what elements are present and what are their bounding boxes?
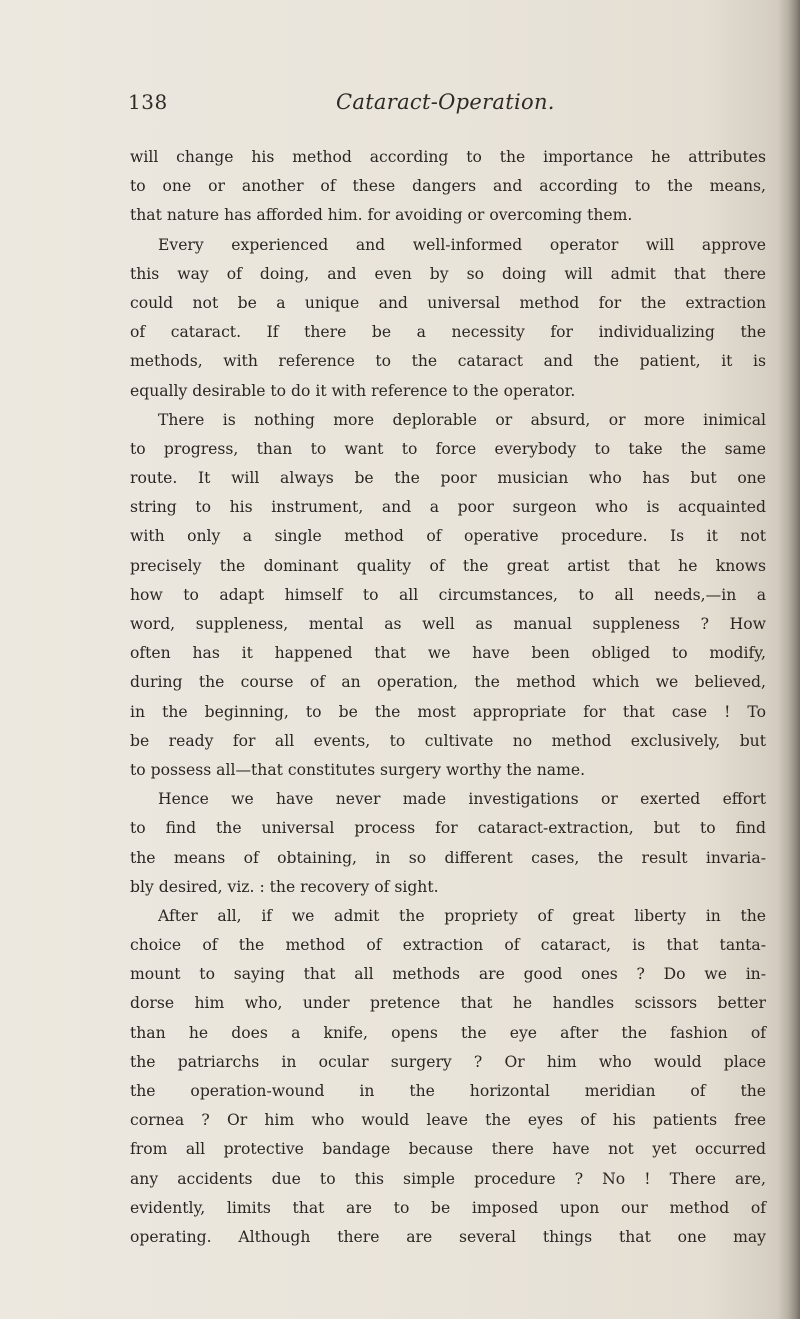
text-line: of cataract. If there be a necessity for individualizing the (130, 323, 766, 342)
text-line: to find the universal process for cataract-extraction, but to find (130, 819, 766, 838)
text-line: Every experienced and well-informed operator will approve (158, 235, 766, 254)
text-line: the patriarchs in ocular surgery ? Or him who would place (130, 1052, 766, 1071)
text-line: to one or another of these dangers and according to the means, (130, 177, 766, 196)
text-line: during the course of an operation, the method which we believed, (130, 673, 766, 692)
text-line: After all, if we admit the propriety of great liberty in the (158, 906, 766, 925)
text-line: often has it happened that we have been obliged to modify, (130, 644, 766, 663)
text-line: route. It will always be the poor musician who has but one (130, 469, 766, 488)
text-line: could not be a unique and universal method for the extraction (130, 293, 766, 312)
page-number: 138 (128, 90, 168, 114)
text-line: string to his instrument, and a poor surgeon who is acquainted (130, 498, 766, 517)
text-line: equally desirable to do it with reference to the operator. (130, 381, 576, 400)
text-line: cornea ? Or him who would leave the eyes of his patients free (130, 1111, 766, 1130)
text-line: be ready for all events, to cultivate no method exclusively, but (130, 731, 766, 750)
text-line: There is nothing more deplorable or absurd, or more inimical (158, 410, 766, 429)
text-line: this way of doing, and even by so doing will admit that there (130, 264, 766, 283)
text-line: precisely the dominant quality of the great artist that he knows (130, 556, 766, 575)
text-line: the means of obtaining, in so different cases, the result invaria- (130, 848, 766, 867)
text-line: Hence we have never made investigations or exerted effort (158, 790, 766, 809)
text-line: how to adapt himself to all circumstances, to all needs,—in a (130, 585, 766, 604)
text-line: dorse him who, under pretence that he handles scissors better (130, 994, 766, 1013)
text-line: to possess all—that constitutes surgery worthy the name. (130, 760, 586, 779)
text-line: mount to saying that all methods are good ones ? Do we in- (130, 965, 766, 984)
page-edge-shadow (778, 0, 800, 1319)
text-line: to progress, than to want to force everybody to take the same (130, 439, 766, 458)
text-line: that nature has afforded him. for avoiding or overcoming them. (130, 206, 633, 225)
text-line: with only a single method of operative procedure. Is it not (130, 527, 766, 546)
text-line: any accidents due to this simple procedure ? No ! There are, (130, 1169, 766, 1188)
text-line: than he does a knife, opens the eye after the fashion of (130, 1023, 766, 1042)
text-line: operating. Although there are several things that one may (130, 1227, 766, 1246)
text-line: bly desired, viz. : the recovery of sight. (130, 877, 439, 896)
text-line: choice of the method of extraction of cataract, is that tanta- (130, 936, 766, 955)
text-line: word, suppleness, mental as well as manual suppleness ? How (130, 615, 766, 633)
text-line: in the beginning, to be the most appropriate for that case ! To (130, 702, 766, 721)
running-head: Cataract-Operation. (336, 90, 555, 114)
text-line: from all protective bandage because there have not yet occurred (130, 1140, 766, 1159)
text-line: evidently, limits that are to be imposed upon our method of (130, 1198, 766, 1217)
text-line: will change his method according to the importance he attributes (130, 148, 766, 166)
text-line: methods, with reference to the cataract and the patient, it is (130, 352, 766, 371)
page-header (128, 90, 768, 126)
text-line: the operation-wound in the horizontal meridian of the (130, 1082, 766, 1100)
body-text (130, 143, 766, 1252)
